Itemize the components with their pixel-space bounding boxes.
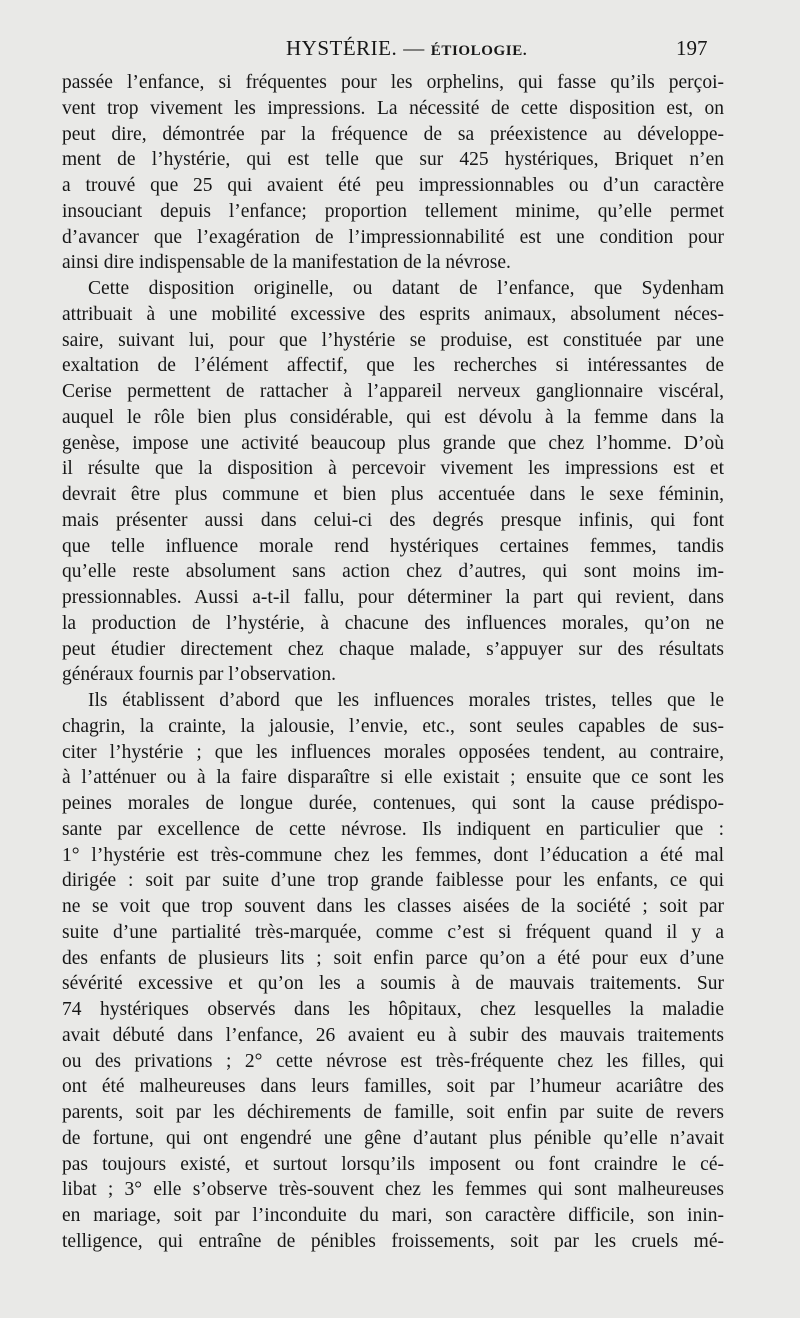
text-line: la production de l’hystérie, à chacune des influences morales, qu’on ne [62, 612, 724, 634]
text-line: 1° l’hystérie est très-commune chez les femmes, dont l’éducation a été mal [62, 844, 724, 866]
running-title-section: ÉTIOLOGIE. [430, 43, 528, 59]
running-header [0, 36, 800, 66]
text-line: suite d’une partialité très-marquée, comme c’est si fréquent quand il y a [62, 921, 724, 943]
page-number: 197 [676, 36, 708, 60]
text-line: attribuait à une mobilité excessive des esprits animaux, absolument néces- [62, 303, 724, 325]
text-line: sévérité excessive et qu’on les a soumis à de mauvais traitements. Sur [62, 973, 724, 995]
body-text [62, 70, 724, 1255]
text-line: peines morales de longue durée, contenues, qui sont la cause prédispo- [62, 793, 724, 814]
text-line: mais présenter aussi dans celui-ci des degrés presque infinis, qui font [62, 509, 724, 531]
text-line: chagrin, la crainte, la jalousie, l’envie, etc., sont seules capables de sus- [62, 715, 724, 737]
text-line: citer l’hystérie ; que les influences morales opposées tendent, au contraire, [62, 741, 724, 763]
text-line: dirigée : soit par suite d’une trop grande faiblesse pour les enfants, ce qui [62, 870, 724, 892]
text-line: devrait être plus commune et bien plus accentuée dans le sexe féminin, [62, 484, 724, 505]
text-line: ment de l’hystérie, qui est telle que sur 425 hystériques, Briquet n’en [62, 149, 724, 171]
text-line: ou des privations ; 2° cette névrose est très-fréquente chez les filles, qui [62, 1050, 724, 1072]
text-line: à l’atténuer ou à la faire disparaître si elle existait ; ensuite que ce sont les [62, 767, 724, 789]
text-line: ainsi dire indispensable de la manifestation de la névrose. [62, 252, 511, 274]
running-title-main: HYSTÉRIE. [286, 36, 398, 60]
paragraph-start-line: Ils établissent d’abord que les influences morales tristes, telles que le [88, 690, 724, 711]
text-line: pas toujours existé, et surtout lorsqu’ils imposent ou font craindre le cé- [62, 1153, 724, 1175]
text-line: peut dire, démontrée par la fréquence de sa préexistence au développe- [62, 123, 724, 145]
paragraph-start-line: Cette disposition originelle, ou datant de l’enfance, que Sydenham [88, 278, 724, 299]
text-line: de fortune, qui ont engendré une gêne d’autant plus pénible qu’elle n’avait [62, 1127, 724, 1149]
text-line: il résulte que la disposition à percevoir vivement les impressions est et [62, 458, 724, 480]
text-line: qu’elle reste absolument sans action chez d’autres, qui sont moins im- [62, 561, 724, 583]
text-line: vent trop vivement les impressions. La nécessité de cette disposition est, on [62, 97, 724, 119]
text-line: genèse, impose une activité beaucoup plus grande que chez l’homme. D’où [62, 432, 724, 454]
text-line: telligence, qui entraîne de pénibles froissements, soit par les cruels mé- [62, 1230, 724, 1252]
text-line: sante par excellence de cette névrose. Ils indiquent en particulier que : [62, 818, 724, 840]
text-line: insouciant depuis l’enfance; proportion tellement minime, qu’elle permet [62, 200, 724, 222]
text-line: exaltation de l’élément affectif, que les recherches si intéressantes de [62, 355, 724, 377]
text-line: en mariage, soit par l’inconduite du mari, son caractère difficile, son inin- [62, 1205, 724, 1226]
text-line: généraux fournis par l’observation. [62, 664, 336, 686]
text-line: avait débuté dans l’enfance, 26 avaient eu à subir des mauvais traitements [62, 1024, 724, 1046]
title-separator: — [403, 36, 425, 60]
text-line: auquel le rôle bien plus considérable, qui est dévolu à la femme dans la [62, 406, 724, 428]
text-line: libat ; 3° elle s’observe très-souvent chez les femmes qui sont malheureuses [62, 1179, 724, 1201]
text-line: Cerise permettent de rattacher à l’appareil nerveux ganglionnaire viscéral, [62, 381, 724, 402]
text-line: passée l’enfance, si fréquentes pour les orphelins, qui fasse qu’ils perçoi- [62, 72, 724, 93]
text-line: ne se voit que trop souvent dans les classes aisées de la société ; soit par [62, 896, 724, 917]
text-line: 74 hystériques observés dans les hôpitaux, chez lesquelles la maladie [62, 999, 724, 1020]
text-line: pressionnables. Aussi a-t-il fallu, pour déterminer la part qui revient, dans [62, 587, 724, 608]
text-line: d’avancer que l’exagération de l’impressionnabilité est une condition pour [62, 226, 724, 248]
text-line: a trouvé que 25 qui avaient été peu impressionnables ou d’un caractère [62, 175, 724, 196]
text-line: peut étudier directement chez chaque malade, s’appuyer sur des résultats [62, 638, 724, 660]
running-title [286, 36, 527, 61]
text-line: que telle influence morale rend hystériques certaines femmes, tandis [62, 535, 724, 557]
text-line: des enfants de plusieurs lits ; soit enfin parce qu’on a été pour eux d’une [62, 947, 724, 969]
text-line: saire, suivant lui, pour que l’hystérie se produise, est constituée par une [62, 329, 724, 351]
text-line: ont été malheureuses dans leurs familles, soit par l’humeur acariâtre des [62, 1076, 724, 1098]
text-line: parents, soit par les déchirements de famille, soit enfin par suite de revers [62, 1102, 724, 1123]
